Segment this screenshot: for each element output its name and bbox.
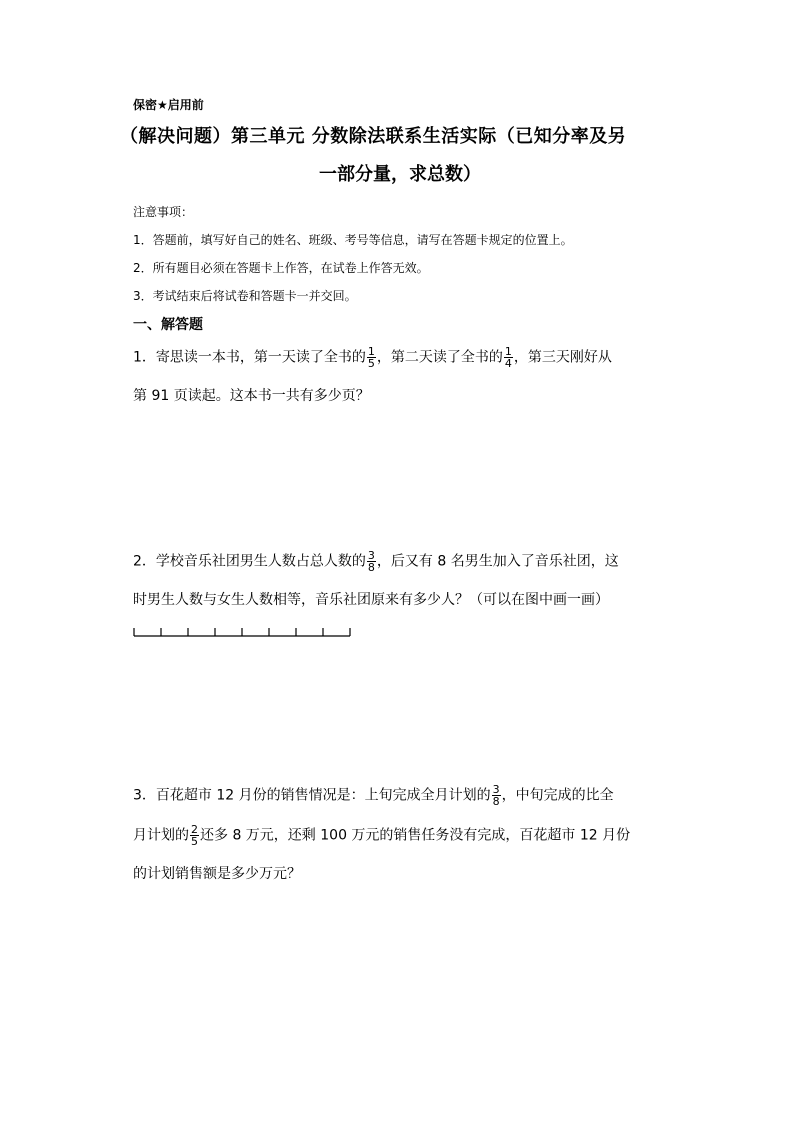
fraction (492, 784, 501, 807)
question-text: ，第三天刚好从 (513, 349, 612, 366)
notice-item: 3．考试结束后将试卷和答题卡一并交回。 (133, 289, 357, 303)
question-text: 1．寄思读一本书，第一天读了全书的 (133, 349, 366, 366)
question-2-line2: 时男生人数与女生人数相等，音乐社团原来有多少人？（可以在图中画一画） (133, 592, 609, 608)
section-title: 一、解答题 (133, 317, 203, 333)
fraction-numerator: 2 (191, 823, 198, 836)
fraction-numerator: 3 (492, 783, 500, 796)
confidential-label: 保密★启用前 (133, 98, 204, 112)
question-3-line1 (133, 784, 614, 807)
question-2-line1 (133, 550, 619, 573)
question-1-line2: 第 91 页读起。这本书一共有多少页？ (133, 388, 370, 404)
fraction (367, 346, 376, 369)
fraction-denominator: 8 (367, 561, 375, 574)
question-text: 还多 8 万元，还剩 100 万元的销售任务没有完成，百花超市 12 月份 (200, 827, 631, 844)
fraction-denominator: 5 (191, 835, 198, 848)
fraction-denominator: 4 (504, 357, 512, 370)
notice-item: 1．答题前，填写好自己的姓名、班级、考号等信息，请写在答题卡规定的位置上。 (133, 233, 573, 247)
fraction (190, 824, 199, 847)
question-1-line1 (133, 346, 612, 369)
question-text: 2．学校音乐社团男生人数占总人数的 (133, 553, 366, 570)
fraction-denominator: 5 (367, 357, 375, 370)
question-3-line2 (133, 824, 630, 847)
question-text: 月计划的 (133, 827, 189, 844)
page-title-line2: 一部分量，求总数） (319, 164, 481, 185)
fraction-numerator: 1 (504, 345, 512, 358)
question-text: ，后又有 8 名男生加入了音乐社团，这 (376, 553, 619, 570)
question-text: ，中旬完成的比全 (501, 787, 614, 804)
fraction (504, 346, 513, 369)
question-3-line3: 的计划销售额是多少万元？ (133, 866, 301, 882)
fraction (367, 550, 376, 573)
notice-heading: 注意事项： (133, 205, 194, 219)
segment-diagram-svg (133, 627, 351, 637)
fraction-denominator: 8 (492, 795, 500, 808)
page-title-line1: （解决问题）第三单元 分数除法联系生活实际（已知分率及另 (120, 126, 627, 147)
notice-item: 2．所有题目必须在答题卡上作答，在试卷上作答无效。 (133, 261, 429, 275)
question-text: ，第二天读了全书的 (376, 349, 503, 366)
fraction-numerator: 3 (367, 549, 375, 562)
fraction-numerator: 1 (367, 345, 375, 358)
segment-diagram (133, 627, 351, 637)
question-text: 3．百花超市 12 月份的销售情况是：上旬完成全月计划的 (133, 787, 491, 804)
